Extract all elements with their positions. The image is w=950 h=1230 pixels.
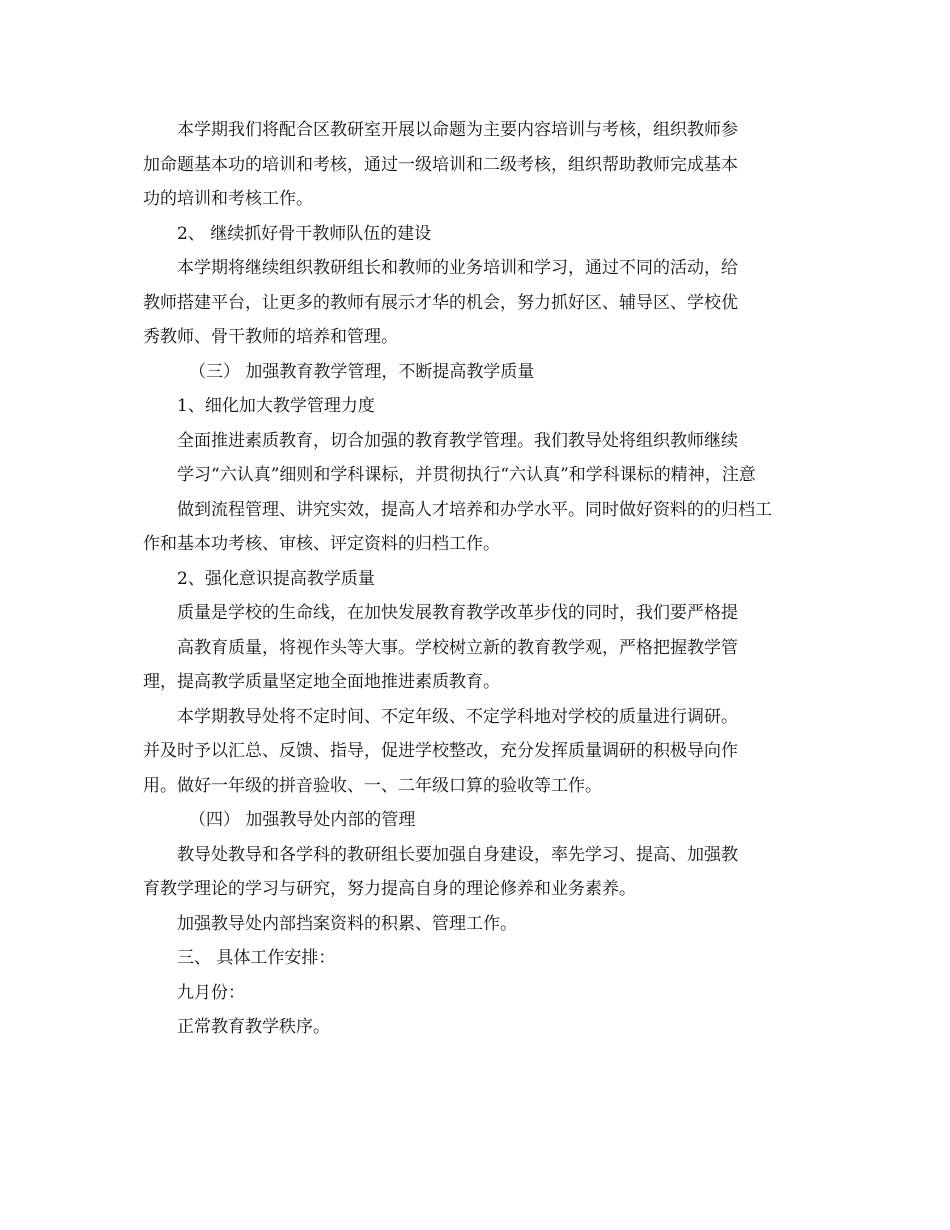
heading-text: 九月份： [177,982,245,1003]
heading-text: 1、细化加大教学管理力度 [177,396,375,416]
paragraph-line: 教师搭建平台，让更多的教师有展示才华的机会，努力抓好区、辅导区、学校优 [143,292,738,313]
heading-text: 正常教育教学秩序。 [177,1017,330,1037]
paragraph-line: 并及时予以汇总、反馈、指导，促进学校整改，充分发挥质量调研的积极导向作 [143,741,738,761]
section-heading [143,803,808,838]
paragraph [143,596,808,700]
paragraph-line: 本学期将继续组织教研组长和教师的业务培训和学习，通过不同的活动，给 [177,258,738,278]
paragraph [143,251,808,355]
heading-text: 2、 继续抓好骨干教师队伍的建设 [177,223,432,244]
heading-text: 三、 具体工作安排： [177,948,336,968]
paragraph-line: 学习“六认真”细则和学科课标，并贯彻执行“六认真”和学科课标的精神，注意 [177,465,756,485]
paragraph-line: 用。做好一年级的拼音验收、一、二年级口算的验收等工作。 [143,775,602,796]
paragraph-line: 功的培训和考核工作。 [143,189,313,209]
paragraph [143,700,808,804]
heading-text: （三） 加强教育教学管理，不断提高教学质量 [189,361,535,382]
paragraph-line: 秀教师、骨干教师的培养和管理。 [143,327,398,347]
heading-text: （四） 加强教导处内部的管理 [189,810,416,830]
paragraph [143,113,808,217]
paragraph-line: 育教学理论的学习与研究，努力提高自身的理论修养和业务素养。 [143,879,636,899]
subheading [143,217,808,252]
subheading [143,1010,808,1045]
subheading [143,976,808,1011]
heading-text: 加强教导处内部挡案资料的积累、管理工作。 [177,913,517,934]
paragraph-line: 全面推进素质教育，切合加强的教育教学管理。我们教导处将组织教师继续 [177,430,738,451]
paragraph-line: 教导处教导和各学科的教研组长要加强自身建设，率先学习、提高、加强教 [177,844,738,865]
paragraph [143,838,808,907]
paragraph-line: 加命题基本功的培训和考核，通过一级培训和二级考核，组织帮助教师完成基本 [143,154,738,175]
paragraph-line: 做到流程管理、讲究实效，提高人才培养和办学水平。同时做好资料的的归档工 [177,499,772,520]
paragraph-line: 本学期我们将配合区教研室开展以命题为主要内容培训与考核，组织教师参 [177,120,738,140]
heading-text: 2、强化意识提高教学质量 [177,568,375,589]
document-body [143,113,808,1045]
paragraph-line: 质量是学校的生命线，在加快发展教育教学改革步伐的同时，我们要严格提 [177,603,738,623]
paragraph-line: 高教育质量，将视作头等大事。学校树立新的教育教学观，严格把握教学管 [177,637,738,658]
subheading [143,389,808,424]
paragraph-line: 本学期教导处将不定时间、不定年级、不定学科地对学校的质量进行调研。 [177,706,738,727]
subheading [143,907,808,942]
paragraph-line: 理，提高教学质量坚定地全面地推进素质教育。 [143,672,500,692]
paragraph-line: 作和基本功考核、审核、评定资料的归档工作。 [143,534,500,554]
subheading [143,562,808,597]
section-heading [143,355,808,390]
subheading [143,941,808,976]
paragraph [143,424,808,562]
